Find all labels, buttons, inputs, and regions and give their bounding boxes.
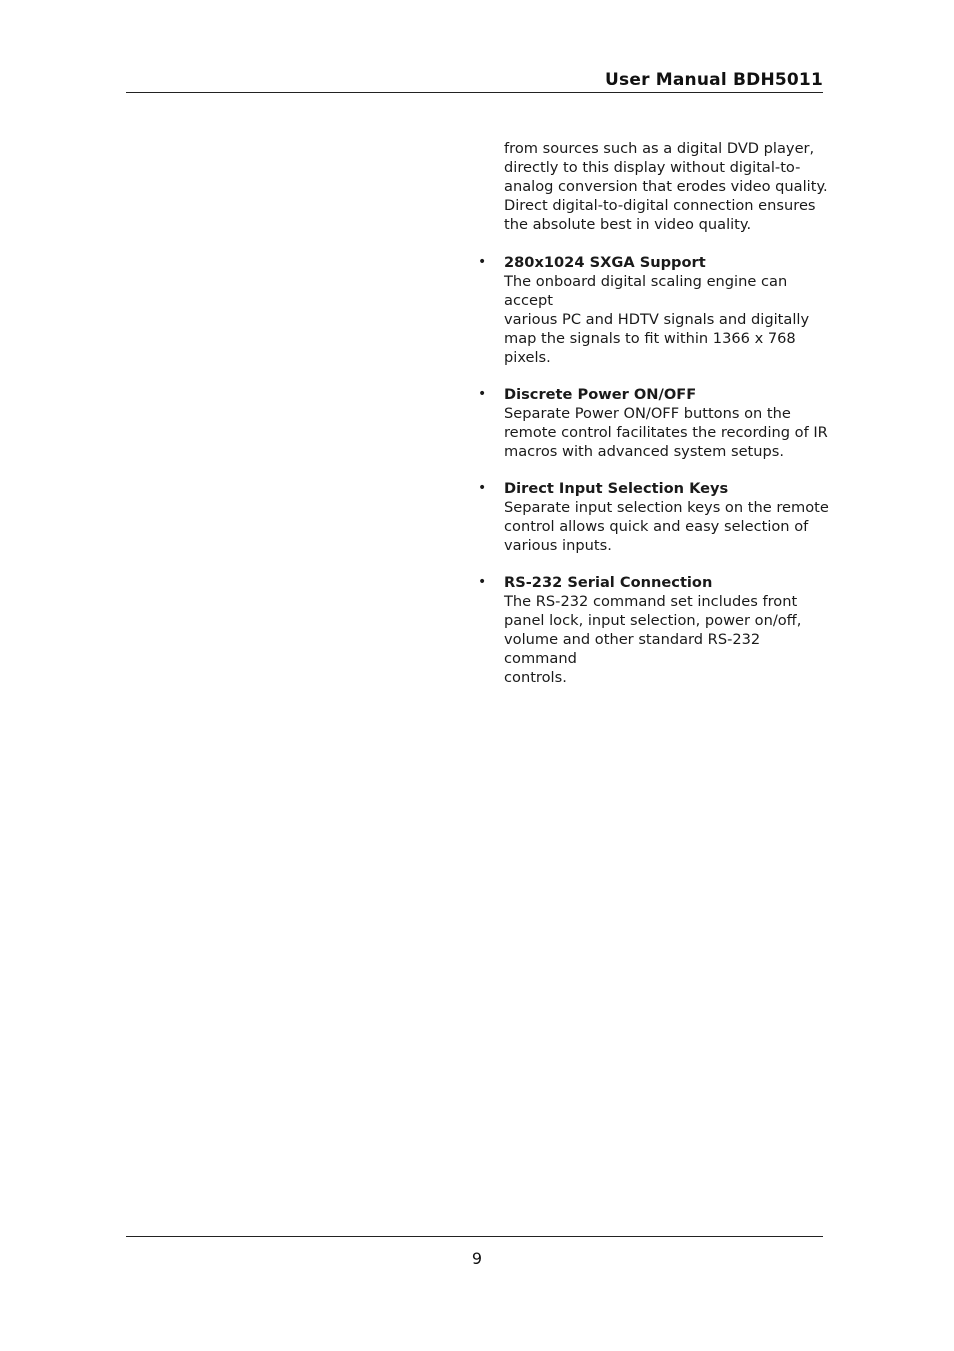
document-body (478, 139, 834, 705)
feature-description (504, 272, 834, 367)
feature-title: Direct Input Selection Keys (504, 480, 729, 497)
feature-line: volume and other standard RS-232 command (504, 631, 761, 667)
feature-line: Separate Power ON/OFF buttons on the (504, 405, 791, 422)
intro-line: the absolute best in video quality. (504, 216, 752, 233)
feature-item-discrete-power (478, 385, 834, 461)
feature-line: Separate input selection keys on the remote (504, 499, 829, 516)
feature-title: Discrete Power ON/OFF (504, 386, 697, 403)
feature-line: various inputs. (504, 537, 612, 554)
feature-line: pixels. (504, 349, 551, 366)
feature-line: remote control facilitates the recording of IR (504, 424, 828, 441)
intro-line: Direct digital-to-digital connection ensures (504, 197, 816, 214)
feature-description (504, 404, 834, 461)
header-rule (126, 92, 823, 93)
page-number: 9 (471, 1249, 483, 1268)
intro-line: from sources such as a digital DVD player, (504, 140, 815, 157)
bullet-icon: • (478, 480, 487, 496)
intro-line: analog conversion that erodes video quality. (504, 178, 828, 195)
feature-item-sxga-support (478, 253, 834, 367)
feature-line: macros with advanced system setups. (504, 443, 785, 460)
feature-line: various PC and HDTV signals and digitally (504, 311, 810, 328)
feature-description (504, 592, 834, 687)
feature-line: panel lock, input selection, power on/off, (504, 612, 802, 629)
feature-line: The RS-232 command set includes front (504, 593, 798, 610)
intro-line: directly to this display without digital-to- (504, 159, 801, 176)
bullet-icon: • (478, 574, 487, 590)
feature-item-rs232 (478, 573, 834, 687)
feature-line: map the signals to fit within 1366 x 768 (504, 330, 796, 347)
intro-paragraph (504, 139, 834, 234)
bullet-icon: • (478, 254, 487, 270)
feature-title: 280x1024 SXGA Support (504, 254, 706, 271)
feature-item-direct-input-keys (478, 479, 834, 555)
feature-title: RS-232 Serial Connection (504, 574, 713, 591)
feature-line: controls. (504, 669, 567, 686)
feature-description (504, 498, 834, 555)
footer-rule (126, 1236, 823, 1237)
feature-line: The onboard digital scaling engine can accept (504, 273, 788, 309)
bullet-icon: • (478, 386, 487, 402)
feature-line: control allows quick and easy selection of (504, 518, 809, 535)
header-title: User Manual BDH5011 (605, 70, 823, 90)
